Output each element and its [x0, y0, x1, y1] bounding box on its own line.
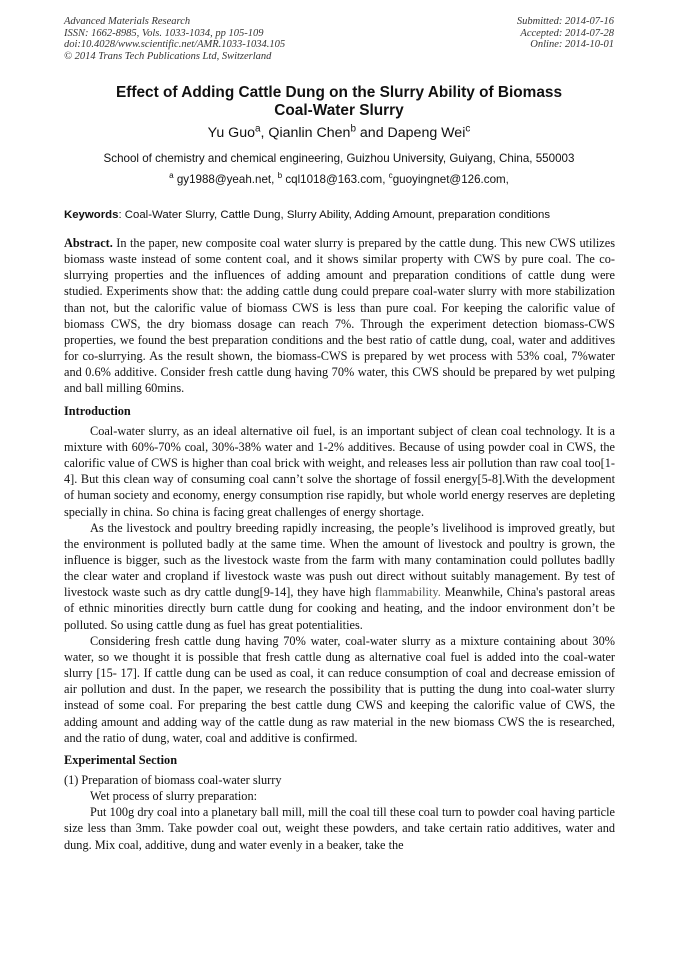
copyright: © 2014 Trans Tech Publications Ltd, Switzerland	[64, 50, 272, 62]
submitted-date: Submitted: 2014-07-16	[516, 16, 614, 27]
paper-body	[64, 235, 615, 853]
email-address[interactable]: gy1988@yeah.net	[176, 173, 272, 186]
journal-info	[64, 16, 285, 62]
keywords-text: : Coal-Water Slurry, Cattle Dung, Slurry Ability, Adding Amount, preparation conditions	[118, 209, 551, 221]
author-name: Yu Guo	[207, 125, 255, 141]
subheading: Wet process of slurry preparation:	[90, 789, 258, 804]
email-sup: a	[169, 171, 174, 181]
author-sup: c	[465, 123, 471, 135]
author-separator: and	[355, 125, 388, 141]
affiliation: School of chemistry and chemical engineering, Guizhou University, Guiyang, China, 550003	[103, 152, 575, 165]
list-item: (1) Preparation of biomass coal-water slurry	[64, 773, 282, 787]
author-name: Qianlin Chen	[268, 125, 351, 141]
highlighted-term: flammability.	[374, 585, 441, 600]
journal-name: Advanced Materials Research	[64, 16, 191, 27]
paper-title	[64, 84, 614, 120]
title-line-2: Coal-Water Slurry	[274, 102, 404, 119]
author-name: Dapeng Wei	[387, 125, 466, 141]
issn: ISSN: 1662-8985, Vols. 1033-1034, pp 105-109	[64, 27, 264, 39]
author-list	[64, 124, 614, 142]
author-sup: a	[254, 123, 261, 135]
email-sup: b	[277, 171, 283, 181]
keywords	[64, 208, 614, 223]
keywords-label: Keywords	[64, 209, 119, 221]
doi: doi:10.4028/www.scientific.net/AMR.1033-1034.105	[64, 39, 286, 51]
author-sup: b	[350, 123, 356, 135]
email-list: $^a$ gy1988@yeah.net, $^b$ cql1018@163.com, $^c$guoyingnet@126.com,	[169, 171, 509, 186]
section-heading-introduction: Introduction	[64, 403, 131, 418]
intro-paragraph-2-part-b: Meanwhile, China's pastoral areas of ethnic minorities directly burn cattle dung for cooking and heating, and the indoor environment don’t be polluted. So using cattle dung as fuel has great potentialities.	[64, 585, 615, 632]
abstract-text: In the paper, new composite coal water slurry is prepared by the cattle dung. This new CWS utilizes biomass waste instead of some content coal, and it shows similar property with CWS by pure coal. The co-slurrying properties and the influences of adding amount and preparation conditions of cattle dung were studied. Experiments show that: the adding cattle dung could prepare coal-water slurry with more stabilization than not, but the calorific value of biomass CWS is less than pure coal. For keeping the calorific value of biomass CWS, the dry biomass dosage can reach 7%. Through the experiment detection biomass-CWS properties, we found the best preparation conditions and the best ratio of cattle dung, coal, water and additives for co-slurrying. As the result shown, the biomass-CWS is prepared by wet process with 53% coal, 7%water and 0.6% additive. Consider fresh cattle dung having 70% water, this CWS should be prepared by wet pulping and ball milling 60mins.	[64, 236, 615, 396]
email-sup: c	[388, 171, 393, 181]
abstract	[64, 235, 615, 397]
abstract-label: Abstract.	[64, 236, 113, 250]
experimental-paragraph-1: Put 100g dry coal into a planetary ball mill, mill the coal till these coal turn to powder coal having particle size less than 3mm. Take powder coal out, weight these powders, and take certain ratio additives, water and dung. Mix coal, additive, dung and water evenly in a beaker, take the	[64, 805, 615, 852]
intro-paragraph-1: Coal-water slurry, as an ideal alternative oil fuel, is an important subject of clean coal technology. It is a mixture with 60%-70% coal, 30%-38% water and 1-2% additives. Because of using powder coal in CWS, the calorific value of CWS is higher than coal brick with weight, and releases less air pollution than raw coal too[1-4]. But this clean way of consuming coal cann’t solve the shortage of fossil energy[5-8].With the development of human society and economy, energy consumption rise rapidly, but whole world energy reserves are depleting specially in china. So china is facing great challenges of energy shortage.	[64, 423, 615, 519]
email-address[interactable]: guoyingnet@126.com	[392, 173, 506, 186]
intro-paragraph-3: Considering fresh cattle dung having 70% water, coal-water slurry as a mixture containing about 30% water, so we thought it is possible that fresh cattle dung as alternative coal fuel is added into the coal-water slurry [15- 17]. If cattle dung can be used as coal, it can reduce consumption of coal and decrease emission of air pollution and dust. In the paper, we research the possibility that is putting the dung into coal-water slurry instead of some coal. For preparing the best cattle dung CWS and keeping the calorific value of CWS, the adding amount and adding way of the cattle dung as raw material in the new biomass CWS the is researched, and the ratio of dung, water, coal and additive is confirmed.	[64, 633, 615, 745]
intro-paragraph-2-part-a: As the livestock and poultry breeding rapidly increasing, the people’s livelihood is improved greatly, but the environment is polluted badly at the same time. When the amount of livestock and poultry is grown, the influence is bigger, such as the livestock waste from the farm with many contamination could pollutes badlly the clear water and cropland if livestock waste was push out direct without suitably management. By test of livestock waste such as dry cattle dung[9-14], they have high	[64, 520, 615, 600]
intro-paragraph-2	[64, 520, 615, 633]
accepted-date: Accepted: 2014-07-28	[520, 27, 614, 39]
section-heading-experimental: Experimental Section	[64, 752, 178, 767]
title-line-1: Effect of Adding Cattle Dung on the Slurry Ability of Biomass	[115, 84, 563, 101]
author-separator: ,	[260, 125, 269, 141]
online-date: Online: 2014-10-01	[530, 39, 614, 51]
email-address[interactable]: cql1018@163.com	[285, 173, 383, 186]
publication-dates	[517, 16, 614, 51]
